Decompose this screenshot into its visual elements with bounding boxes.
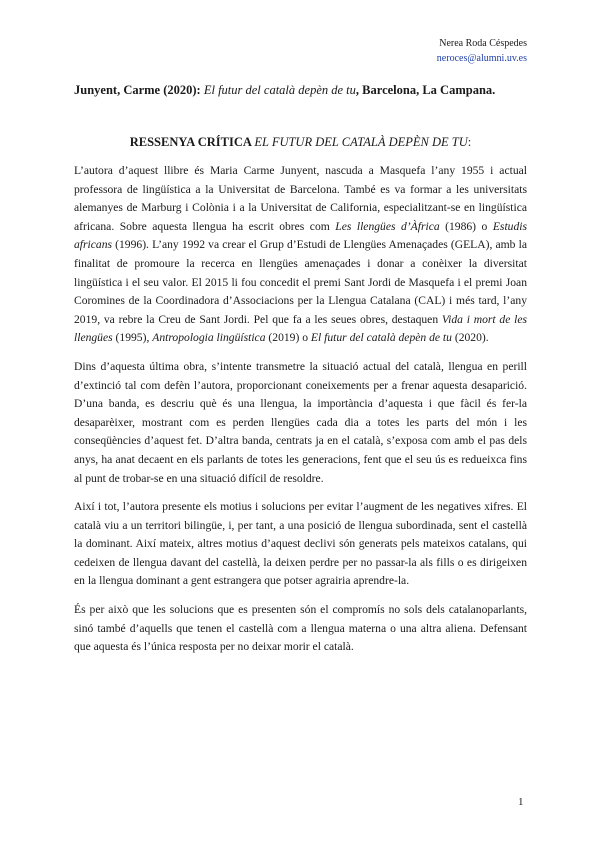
paragraph-3: Així i tot, l’autora presente els motius i solucions per evitar l’augment de les negatives xifres. El català viu a un territori bilingüe, i, per tant, a una posició de llengua subordinada, sent el castellà la dominant. Així mateix, altres motius d’aquest declivi són generats pels mateixos catalans, qui cedeixen de llengua davant del castellà, la deixen perdre per no passar-la als fills o es dirigeixen en la llengua dominant a gent estrangera que potser agrairia aprendre-la.	[74, 500, 527, 588]
review-title-book: EL FUTUR DEL CATALÀ DEPÈN DE TU	[254, 135, 468, 149]
review-body	[74, 162, 527, 667]
page-number: 1	[518, 796, 524, 808]
work-title: Estudis africans	[74, 219, 527, 252]
work-title: Vida i mort de les llengües	[74, 312, 527, 345]
paragraph-text: (1996). L’any 1992 va crear el Grup d’Estudi de Llengües Amenaçades (GELA), amb la finalitat de promoure la recerca en llengües amenaçades i donar a conèixer la diversitat lingüística i el seu valor. El 2015 li fou concedit el premi Sant Jordi de Masquefa i el premi Joan Coromines de la Coordinadora d’Associacions per la Llengua Catalana (CAL) i més tard, l’any 2019, va rebre la Creu de Sant Jordi. Pel que fa a les seues obres, destaquen	[74, 238, 527, 326]
paragraph-text: (1995),	[112, 331, 153, 345]
paragraph-text: L’autora d’aquest llibre és Maria Carme Junyent, nascuda a Masquefa l’any 1955 i actual professora de lingüística a la Universitat de Barcelona. També es va formar a les universitats alemanyes de Marburg i Colònia i a la Universitat de California, especialitzant-se en lingüística africana. Sobre aquesta llengua ha escrit obres com	[74, 164, 527, 233]
paragraph-1	[74, 162, 527, 348]
work-title: El futur del català depèn de tu	[310, 331, 452, 345]
work-title: Antropologia lingüística	[152, 331, 266, 345]
paragraph-text: (2019) o	[265, 331, 311, 345]
citation-book-title: El futur del català depèn de tu	[203, 83, 356, 97]
review-title-colon: :	[467, 135, 472, 149]
citation-author-year: Junyent, Carme (2020):	[74, 83, 204, 97]
paragraph-4: És per això que les solucions que es presenten són el compromís no sols dels catalanoparlants, sinó també d’aquells que tenen el castellà com a llengua materna o una altra aliena. Defensant que aquesta és l’única resposta per no deixar morir el català.	[74, 603, 527, 654]
paragraph-text: (1986) o	[439, 219, 493, 233]
work-title: Les llengües d’Àfrica	[335, 219, 440, 233]
review-title	[74, 135, 527, 150]
paragraph-2: Dins d’aquesta última obra, s’intente transmetre la situació actual del català, llengua en perill d’extinció tal com defèn l’autora, proporcionant coneixements per a frenar aquesta desaparició. D’una banda, es descriu què és una llengua, la importància d’aquesta i que fàcil és fer-la desaparèixer, mostrant com es perden llengües cada dia a totes les parts del món i les conseqüències d’aquest fet. D’altra banda, centrats ja en el català, s’exposa com amb el pas dels anys, ha anat decaent en els parlants de totes les generacions, fent que el seu ús es redueixca fins al punt de trobar-se en una situació difícil de resoldre.	[74, 359, 527, 485]
author-name: Nerea Roda Céspedes	[439, 38, 527, 49]
citation-publisher: , Barcelona, La Campana.	[355, 83, 496, 97]
review-title-label: RESSENYA CRÍTICA	[129, 135, 255, 149]
bibliographic-citation	[74, 83, 534, 98]
paragraph-text: (2020).	[451, 331, 489, 345]
author-email-link[interactable]: neroces@alumni.uv.es	[436, 53, 527, 64]
page-header	[437, 36, 527, 66]
